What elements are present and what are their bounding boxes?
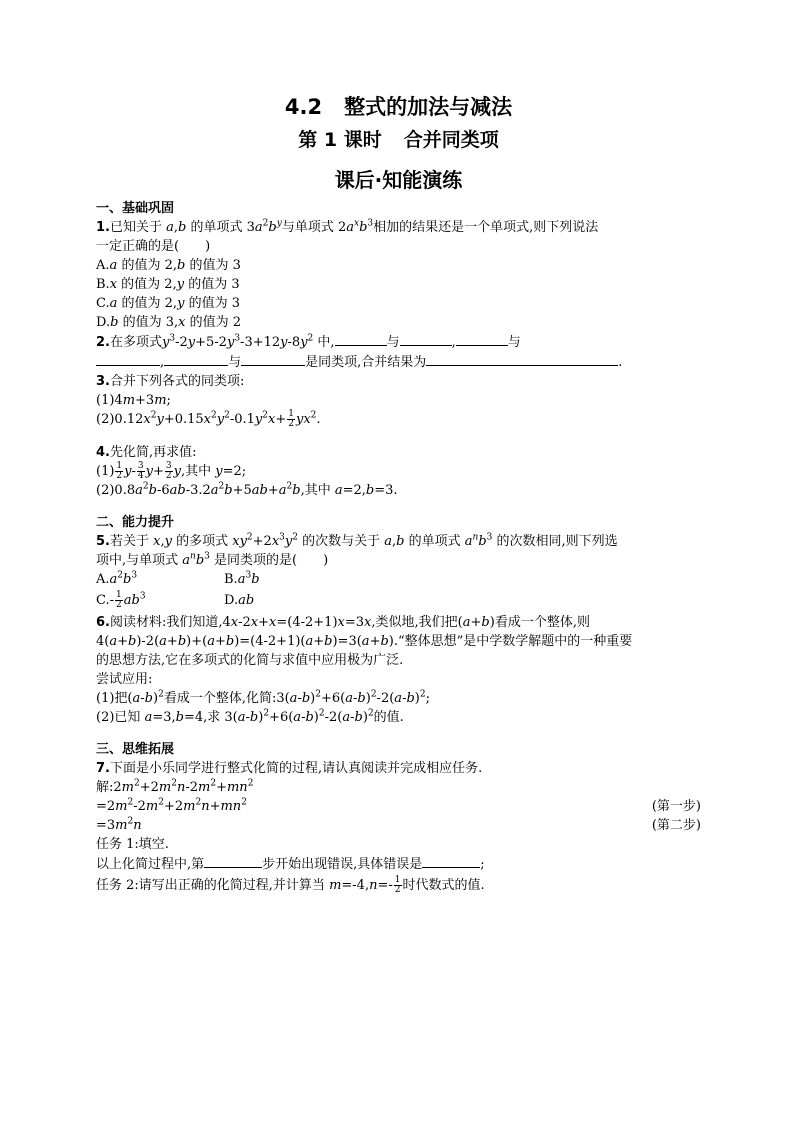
section-heading-basic: 一、基础巩固 — [96, 201, 175, 216]
option-text: 的值为 3, — [122, 315, 179, 330]
question-text: 是同类项,合并结果为 — [305, 355, 427, 370]
option-d[interactable]: D.b 的值为 3,x 的值为 2 — [96, 315, 241, 330]
question-text: 的次数相同,则下列选 — [492, 534, 618, 549]
question-text: 与 — [386, 335, 400, 350]
task-1-title: 任务 1:填空. — [96, 837, 169, 852]
option-label: C. — [96, 593, 110, 608]
solution-label: 解: — [96, 780, 114, 795]
option-a[interactable]: $A.a^2b^3$ — [96, 570, 138, 587]
question-text: 尝试应用: — [96, 672, 153, 687]
question-text: 下面是小乐同学进行整式化简的过程,请认真阅读并完成相应任务. — [109, 761, 483, 776]
option-label: B. — [96, 277, 110, 292]
option-c[interactable]: C.- $\frac{1}{2}$ $ab^3$ — [96, 590, 146, 610]
section-title: 整式的加法与减法 — [344, 95, 513, 119]
question-text: . — [618, 355, 623, 370]
question-text: 看成一个整体,化简: — [163, 691, 277, 706]
option-text: 的值为 3 — [189, 258, 241, 273]
question-text: 以上化简过程中,第 — [96, 857, 205, 872]
question-text: 的多项式 — [171, 534, 233, 549]
fraction: $\frac{1}{2}$ — [116, 590, 122, 610]
option-label: A. — [96, 572, 110, 587]
option-text: 的值为 2, — [121, 296, 178, 311]
option-label: B. — [224, 572, 238, 587]
option-label: D. — [96, 315, 111, 330]
option-d[interactable]: D.ab — [224, 593, 255, 608]
question-text: 是同类项的是( ) — [209, 553, 329, 568]
question-4: 4.先化简,再求值: (1) $\frac{1}{2}$ y- $\frac{3}{4}$ y+ $\frac{3}{2}$ y,其中 y=2; $(2)0.8a^2b-6ab-3.2a^2b+5ab+a^2b$,其中 a=2,b=3. — [96, 445, 398, 498]
fraction: $\frac{3}{2}$ — [165, 461, 172, 481]
question-text: .“整体思想”是中学数学解题中的一种重要 — [393, 634, 633, 649]
question-text: 若关于 — [109, 534, 154, 549]
option-c[interactable]: C.a 的值为 2,y 的值为 3 — [96, 296, 240, 311]
question-text: 与单项式 2 — [281, 220, 347, 235]
question-text: 一定正确的是( ) — [96, 239, 211, 254]
option-b[interactable]: $B.a^3b$ — [224, 570, 260, 587]
section-number: 4.2 — [284, 95, 323, 119]
part-label: (2) — [96, 483, 115, 498]
question-1: 1.已知关于 a,b 的单项式 $3a^2b^y$与单项式 $2a^xb^3$相加的结果还是一个单项式,则下列说法 一定正确的是( ) A.a 的值为 2,b 的值为 3 B.x 的值为 2,y 的值为 3 C.a 的值为 2,y 的值为 3 D.b 的值为 3,x 的值为 2 — [96, 218, 701, 332]
answer-blank[interactable] — [164, 352, 228, 366]
question-text: 已知关于 — [109, 220, 167, 235]
option-text: 的值为 3 — [188, 277, 240, 292]
question-text: 在多项式 — [109, 335, 162, 350]
option-label: A. — [96, 258, 110, 273]
question-text: 的值. — [373, 710, 404, 725]
question-text: 时代数式的值. — [402, 878, 485, 893]
question-text: , — [451, 335, 456, 350]
question-text: 任务 2:请写出正确的化简过程,并计算当 — [96, 878, 330, 893]
solution-step-2: $=3m^2n$ (第二步) — [96, 816, 701, 833]
question-text: ,其中 — [181, 464, 216, 479]
question-number: 6. — [96, 615, 110, 630]
question-text: ,求 — [203, 710, 225, 725]
question-text: 中, — [317, 335, 335, 350]
option-text: 的值为 2, — [121, 258, 177, 273]
step-label: (第一步) — [651, 799, 701, 814]
question-text: , — [160, 355, 165, 370]
question-text: 先化简,再求值: — [109, 445, 197, 460]
question-text: 与 — [228, 355, 242, 370]
answer-blank[interactable] — [204, 854, 262, 868]
question-number: 7. — [96, 761, 110, 776]
option-text: 的值为 3 — [188, 296, 240, 311]
step-label: (第二步) — [651, 818, 701, 833]
worksheet-page — [96, 92, 701, 898]
page-title — [96, 92, 701, 122]
answer-blank[interactable] — [241, 352, 305, 366]
question-text: ,其中 — [300, 483, 335, 498]
question-text: 项中,与单项式 — [96, 553, 183, 568]
option-a[interactable]: A.a 的值为 2,b 的值为 3 — [96, 258, 241, 273]
question-5: 5.若关于 x,y 的多项式 $xy^2+2x^3y^2$ 的次数与关于 a,b 的单项式 $a^nb^3$ 的次数相同,则下列选 项中,与单项式 $a^nb^3$ 是同类项的是( ) $A.a^2b^3$ $B.a^3b$ C.- $\frac{1}{2}$ $ab^3$ D.ab — [96, 532, 701, 613]
question-text: 的单项式 3 — [186, 220, 255, 235]
question-text: 步开始出现错误,具体错误是 — [262, 857, 423, 872]
fraction: $\frac{1}{2}$ — [116, 461, 123, 481]
question-number: 2. — [96, 335, 110, 350]
question-text: 合并下列各式的同类项: — [109, 374, 245, 389]
question-text: 看成一个整体,则 — [494, 615, 590, 630]
question-number: 4. — [96, 445, 110, 460]
answer-blank[interactable] — [400, 332, 452, 346]
answer-blank[interactable] — [335, 332, 387, 346]
question-text: 的思想方法,它在多项式的化简与求值中应用极为广泛. — [96, 653, 404, 668]
lesson-subtitle — [96, 126, 701, 154]
question-2: 2.在多项式$y^3-2y+5-2y^3-3+12y-8y^2$ 中, 与 , 与 , 与 是同类项,合并结果为 . — [96, 333, 623, 370]
question-7: 7.下面是小乐同学进行整式化简的过程,请认真阅读并完成相应任务. 解$:2m^2+2m^2n-2m^2+mn^2$ $=2m^2-2m^2+2m^2n+mn^2$ (第一步) $=3m^2n$ (第二步) 任务 1:填空. 以上化简过程中,第 步开始出现错误,具体错误是 ; 任务 2:请写出正确的化简过程,并计算当 m=-4,n=- $\frac{1}{2}$ 时代数式的值. — [96, 761, 701, 895]
option-label: C. — [96, 296, 110, 311]
option-label: D. — [224, 593, 239, 608]
answer-blank[interactable] — [96, 352, 160, 366]
answer-blank[interactable] — [422, 854, 480, 868]
question-text: 阅读材料:我们知道, — [109, 615, 223, 630]
section-heading-extend: 三、思维拓展 — [96, 742, 175, 757]
option-b[interactable]: B.x 的值为 2,y 的值为 3 — [96, 277, 240, 292]
solution-step-1: $=2m^2-2m^2+2m^2n+mn^2$ (第一步) — [96, 797, 701, 814]
part-label: (2) — [96, 412, 115, 427]
answer-blank[interactable] — [426, 352, 618, 366]
question-6: 6.阅读材料:我们知道,4x-2x+x=(4-2+1)x=3x,类似地,我们把(a+b)看成一个整体,则 4(a+b)-2(a+b)+(a+b)=(4-2+1)(a+b)=3(a+b).“整体思想”是中学数学解题中的一种重要 的思想方法,它在多项式的化简与求值中应用极为广泛. 尝试应用: (1)把$(a-b)^2$看成一个整体,化简$:3(a-b)^2+6(a-b)^2-2(a-b)^2$; (2)已知 a=3,b=4,求 $3(a-b)^2+6(a-b)^2-2(a-b)^2$的值. — [96, 613, 701, 727]
question-text: 的单项式 — [404, 534, 465, 549]
fraction: $\frac{1}{2}$ — [394, 875, 401, 895]
question-3: 3.合并下列各式的同类项: (1)4m+3m; $(2)0.12x^2y+0.15x^2y^2-0.1y^2x+$ $\frac{1}{2}$ $yx^2$. — [96, 374, 321, 429]
question-number: 1. — [96, 220, 110, 235]
question-text: 的次数与关于 — [298, 534, 385, 549]
option-text: 的值为 2, — [121, 277, 177, 292]
question-text: (1)把 — [96, 691, 128, 706]
question-text: (2)已知 — [96, 710, 145, 725]
question-text: ,类似地,我们把 — [371, 615, 458, 630]
question-text: ; — [480, 857, 485, 872]
fraction: $\frac{1}{2}$ — [288, 409, 294, 429]
question-text: 相加的结果还是一个单项式,则下列说法 — [373, 220, 599, 235]
fraction: $\frac{3}{4}$ — [137, 461, 144, 481]
exercise-heading: 课后·知能演练 — [334, 168, 463, 192]
question-number: 3. — [96, 374, 110, 389]
option-text: 的值为 2 — [189, 315, 241, 330]
question-number: 5. — [96, 534, 110, 549]
answer-blank[interactable] — [456, 332, 508, 346]
section-heading-improve: 二、能力提升 — [96, 515, 175, 530]
part-label: (1) — [96, 464, 115, 479]
lesson-topic: 合并同类项 — [403, 129, 499, 151]
question-text: 与 — [507, 335, 521, 350]
lesson-number: 第 1 课时 — [298, 129, 382, 151]
part-label: (1) — [96, 393, 115, 408]
